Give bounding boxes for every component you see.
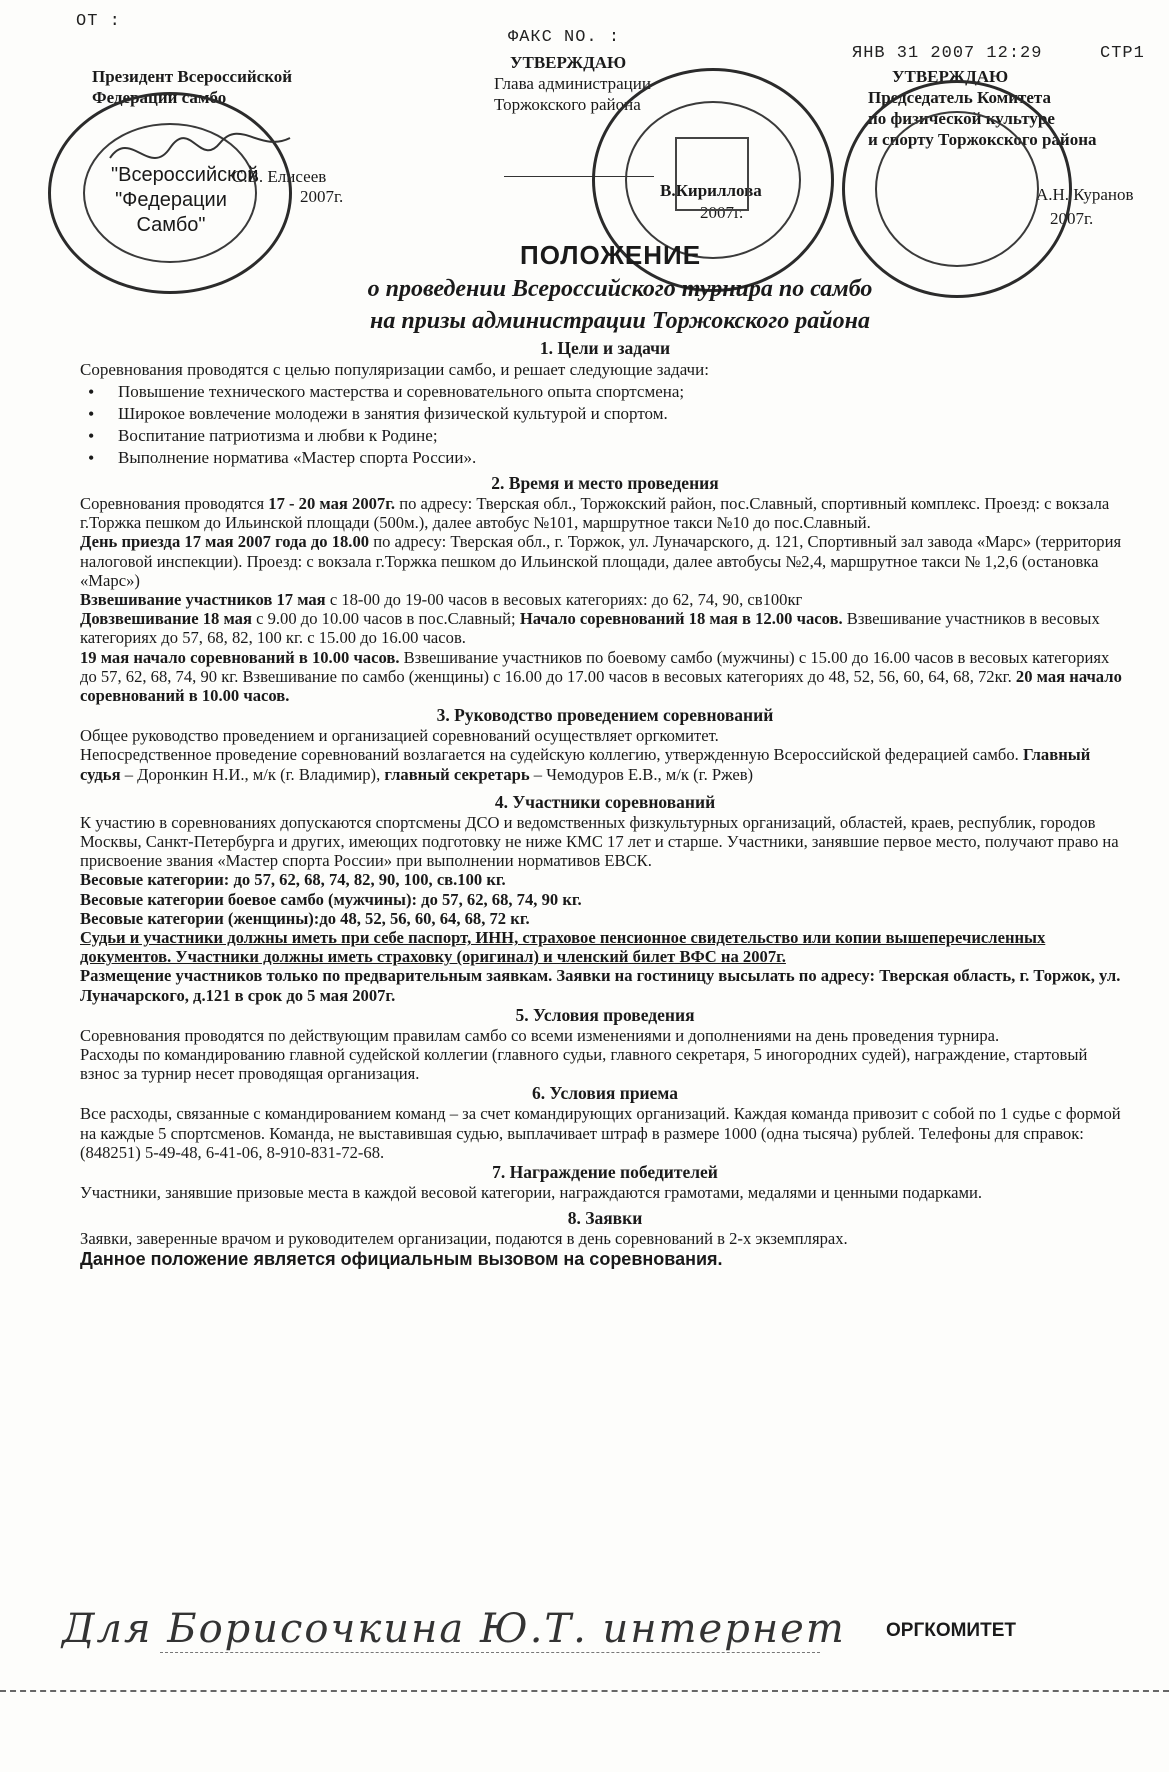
section-3-p2: [80, 745, 1130, 783]
weight-categories-2: Весовые категории боевое самбо (мужчины): до 57, 62, 68, 74, 90 кг.: [80, 889, 582, 909]
fax-page-label: СТР1: [1100, 44, 1145, 63]
document-body: [80, 338, 1130, 1270]
left-signature: [100, 118, 300, 188]
fax-from-label: ОТ :: [76, 12, 121, 31]
section-8-p1: Заявки, заверенные врачом и руководителем организации, подаются в день соревнований в 2-х экземплярах.: [80, 1229, 848, 1249]
right-stamp-inner: [875, 111, 1039, 267]
start-span: 19 мая начало соревнований в 10.00 часов.: [80, 647, 400, 667]
section-5-heading: 5. Условия проведения: [515, 1004, 695, 1025]
start-span: Начало соревнований 18 мая в 12.00 часов.: [519, 609, 843, 629]
reweigh-span: Довзвешивание 18 мая: [80, 609, 252, 629]
section-2-p1: [80, 494, 1130, 532]
required-documents: Судьи и участники должны иметь при себе паспорт, ИНН, страховое пенсионное свидетельство или копии вышеперечисленных документов. Участники должны иметь страховку (оригинал) и членский билет ВФС на 2007г.: [80, 928, 1046, 967]
text-span: с 18-00 до 19-00 часов в весовых категориях: до 62, 74, 90, св100кг: [325, 590, 803, 610]
fax-number-label: ФАКС NO. :: [508, 28, 621, 47]
handwritten-note: Для Борисочкина Ю.Т. интернет: [62, 1606, 846, 1652]
text-span: с 9.00 до 10.00 часов в пос.Славный;: [251, 609, 520, 629]
approval-left-name: С.В. Елисеев: [232, 167, 327, 186]
accommodation: Размещение участников только по предварительным заявкам. Заявки на гостиницу высылать по адресу: Тверская область, г. Торжок, ул. Луначарского, д.121 в срок до 5 мая 2007г.: [80, 966, 1121, 1005]
section-3-heading: 3. Руководство проведением соревнований: [436, 705, 774, 726]
approval-right-name: А.Н. Куранов: [1036, 185, 1134, 204]
weighin-span: Взвешивание участников 17 мая: [80, 590, 326, 610]
approval-center-title: УТВЕРЖДАЮ: [510, 53, 627, 72]
section-2-p3: [80, 590, 1130, 609]
dates-span: 17 - 20 мая 2007г.: [268, 494, 396, 513]
goal-item: • Выполнение норматива «Мастер спорта России».: [118, 447, 1130, 469]
org-committee: ОРГКОМИТЕТ: [886, 1620, 1016, 1641]
right-stamp: [842, 80, 1072, 298]
text-span: – Доронкин Н.И., м/к (г. Владимир),: [120, 764, 385, 784]
goal-item: • Широкое вовлечение молодежи в занятия физической культурой и спортом.: [118, 403, 1130, 425]
approval-left-date: 2007г.: [300, 187, 344, 206]
fax-timestamp: ЯНВ 31 2007 12:29: [852, 44, 1043, 63]
section-8-heading: 8. Заявки: [567, 1208, 643, 1229]
approval-center-name: В.Кириллова: [660, 181, 762, 200]
section-1-heading: 1. Цели и задачи: [539, 338, 671, 358]
section-1-intro: Соревнования проводятся с целью популяризации самбо, и решает следующие задачи:: [80, 360, 709, 379]
weight-categories-3: Весовые категории (женщины):до 48, 52, 56, 60, 64, 68, 72 кг.: [80, 908, 530, 928]
center-stamp-emblem: [675, 137, 749, 211]
goal-item: • Воспитание патриотизма и любви к Родине;: [118, 425, 1130, 447]
section-7-p1: Участники, занявшие призовые места в каждой весовой категории, награждаются грамотами, медалями и ценными подарками.: [80, 1183, 983, 1203]
section-6-p1: Все расходы, связанные с командированием команд – за счет командирующих организаций. Каждая команда привозит с собой по 1 судье с формой на каждые 5 спортсменов. Команда, не выставившая судью, выплачивает штраф в размере 1000 (одна тысяча) рублей. Телефоны для справок: (848251) 5-49-48, 6-41-06, 8-910-831-72-68.: [80, 1104, 1121, 1162]
goals-list: [80, 381, 1130, 469]
section-5-p2: Расходы по командированию главной судейской коллегии (главного судьи, главного секретаря, 5 иногородних судей), награждение, стартовый взнос за турнир несет проводящая организация.: [80, 1045, 1088, 1084]
chief-secretary-label: главный секретарь: [384, 764, 530, 784]
text-span: Взвешивание участников в весовых категориях до 57, 68, 82, 100 кг. с 15.00 до 16.00 часов.: [80, 609, 1100, 648]
approval-right-title: УТВЕРЖДАЮ: [892, 67, 1009, 86]
document-subtitle-2: на призы администрации Торжокского района: [370, 308, 870, 334]
text-span: Непосредственное проведение соревнований возлагается на судейскую коллегию, утвержденную Всероссийской федерацией самбо.: [80, 745, 1023, 765]
approval-center-line1: Глава администрации: [494, 74, 651, 93]
document-subtitle-1: о проведении Всероссийского турнира по самбо: [367, 276, 873, 302]
handwriting-underline: [160, 1652, 820, 1653]
arrival-span: День приезда 17 мая 2007 года до 18.00: [80, 532, 370, 552]
section-2-p5: [80, 648, 1130, 706]
section-4-p1: К участию в соревнованиях допускаются спортсмены ДСО и ведомственных физкультурных организаций, областей, краев, республик, городов Москвы, Санкт-Петербурга и других, имеющих подготовку не ниже КМС 17 лет и старше. Участники, занявшие первое место, получают право на присвоение звания «Мастер спорта России» при выполнении нормативов ЕВСК.: [80, 812, 1119, 871]
section-6-heading: 6. Условия приема: [532, 1083, 678, 1104]
approval-left-line1: Президент Всероссийской: [92, 67, 293, 86]
section-4-heading: 4. Участники соревнований: [494, 791, 716, 812]
text-span: по адресу: Тверская обл., г. Торжок, ул. Луначарского, д. 121, Спортивный зал завода «Марс» (территория налоговой инспекции). Проезд: с вокзала г.Торжка пешком до Ильинской площади, далее автобусы №2,4, маршрутное такси № 1,2,6 (остановка «Марс»): [80, 532, 1122, 590]
section-5-p1: Соревнования проводятся по действующим правилам самбо со всеми изменениями и дополнениями на день проведения турнира.: [80, 1025, 1000, 1045]
approval-center-date: 2007г.: [700, 203, 744, 222]
page-divider: [0, 1690, 1169, 1692]
final-statement: Данное положение является официальным вызовом на соревнования.: [80, 1248, 723, 1269]
text-span: Соревнования проводятся: [80, 494, 269, 513]
chief-judge-label: Главный судья: [80, 745, 1091, 784]
start-span: 20 мая начало соревнований в 10.00 часов.: [80, 666, 1122, 706]
section-7-heading: 7. Награждение победителей: [492, 1162, 718, 1183]
approval-right-line3: и спорту Торжокского района: [868, 130, 1097, 149]
document-title: ПОЛОЖЕНИЕ: [520, 240, 702, 270]
text-span: по адресу: Тверская обл., Торжокский район, пос.Славный, спортивный комплекс. Проезд: с вокзала г.Торжка пешком до Ильинской площади (500м.), далее автобус №101, маршрутное такси №10 до пос.Славный.: [80, 494, 1110, 533]
approval-center-line2: Торжокского района: [494, 95, 641, 114]
section-3-p1: Общее руководство проведением и организацией соревнований осуществляет оргкомитет.: [80, 726, 719, 746]
section-2-p4: [80, 609, 1130, 647]
section-2-p2: [80, 532, 1130, 590]
approval-right-line1: Председатель Комитета: [868, 88, 1051, 107]
goal-item: • Повышение технического мастерства и соревновательного опыта спортсмена;: [118, 381, 1130, 403]
approval-right-line2: по физической культуре: [868, 109, 1055, 128]
approval-left-line2: Федерации самбо: [92, 88, 227, 107]
text-span: Взвешивание участников по боевому самбо (мужчины) с 15.00 до 16.00 часов в весовых категориях до 57, 62, 68, 74, 90 кг. Взвешивание по самбо (женщины) с 16.00 до 17.00 часов в весовых категориях до 48, 52, 56, 60, 64, 68, 72кг.: [80, 647, 1110, 686]
left-stamp-text: "Всероссийской "Федерации Самбо": [111, 164, 259, 236]
text-span: – Чемодуров Е.В., м/к (г. Ржев): [529, 764, 754, 784]
weight-categories-1: Весовые категории: до 57, 62, 68, 74, 82, 90, 100, св.100 кг.: [80, 870, 506, 890]
approval-right-date: 2007г.: [1050, 209, 1094, 228]
section-2-heading: 2. Время и место проведения: [491, 473, 719, 493]
